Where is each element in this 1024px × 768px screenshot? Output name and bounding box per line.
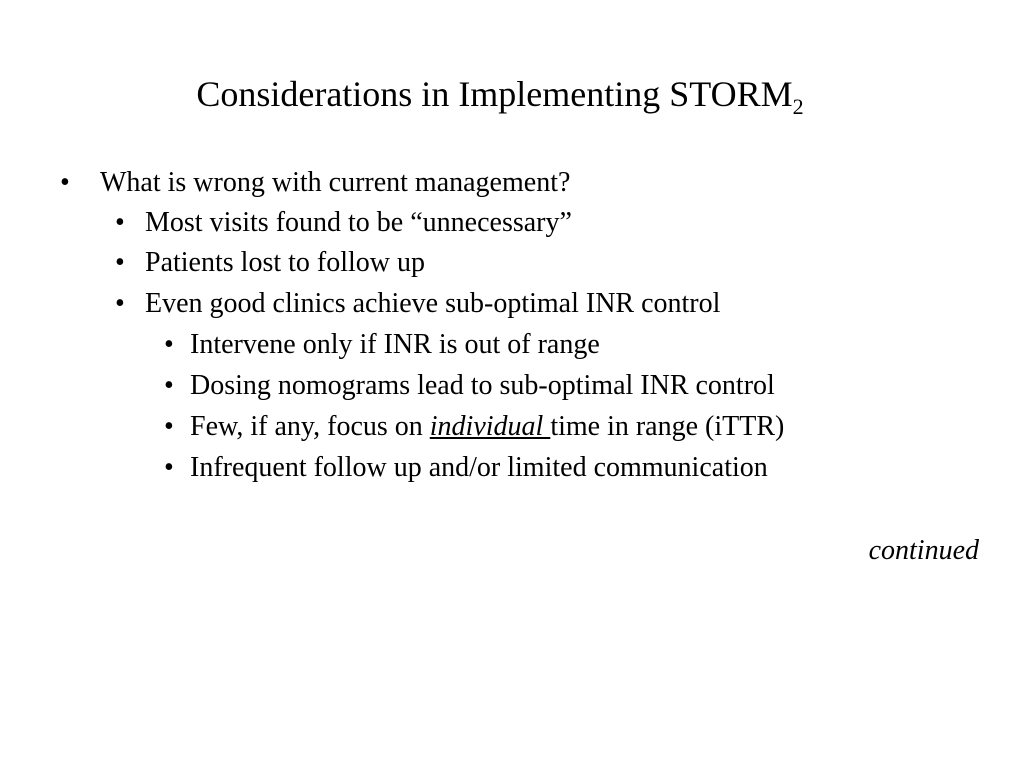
bullet-text: Most visits found to be “unnecessary” xyxy=(145,207,572,238)
slide-title xyxy=(0,70,1000,118)
bullet-icon: • xyxy=(60,167,70,198)
bullet-text: Intervene only if INR is out of range xyxy=(190,329,600,360)
bullet-text-after: time in range (iTTR) xyxy=(550,411,785,442)
bullet-icon: • xyxy=(164,370,174,401)
bullet-text: Dosing nomograms lead to sub-optimal INR control xyxy=(190,370,775,401)
bullet-icon: • xyxy=(115,247,125,278)
emphasized-word: individual xyxy=(429,411,551,442)
bullet-text: What is wrong with current management? xyxy=(100,167,571,198)
slide-title-text: Considerations in Implementing STORM xyxy=(196,74,793,114)
bullet-icon: • xyxy=(115,207,125,238)
bullet-icon: • xyxy=(164,411,174,442)
bullet-icon: • xyxy=(115,288,125,319)
bullet-text-before: Few, if any, focus on xyxy=(190,411,430,442)
slide-title-subscript: 2 xyxy=(792,94,804,119)
bullet-text: Patients lost to follow up xyxy=(145,247,425,278)
bullet-text: Even good clinics achieve sub-optimal INR control xyxy=(145,288,721,319)
bullet-icon: • xyxy=(164,329,174,360)
bullet-text: Infrequent follow up and/or limited communication xyxy=(190,452,768,483)
bullet-icon: • xyxy=(164,452,174,483)
bullet-text xyxy=(190,409,784,445)
continued-label: continued xyxy=(868,535,979,566)
